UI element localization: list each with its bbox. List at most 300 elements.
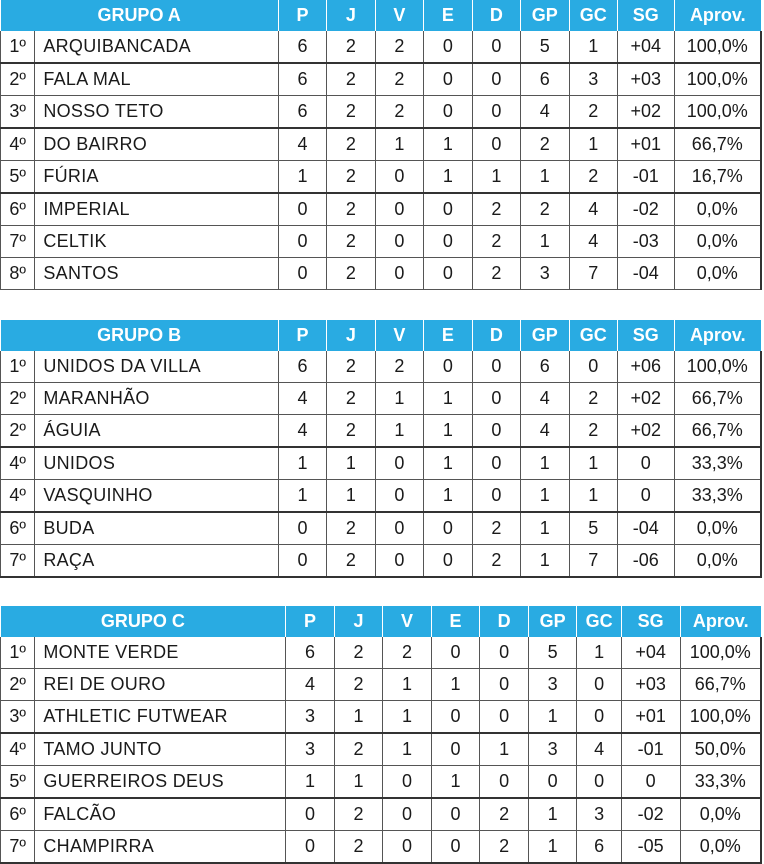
losses-cell: 0 xyxy=(472,383,520,415)
goals-for-cell: 5 xyxy=(528,637,577,669)
team-cell: GUERREIROS DEUS xyxy=(35,766,286,799)
draws-cell: 0 xyxy=(431,831,480,864)
percentage-cell: 16,7% xyxy=(674,161,761,194)
played-cell: 2 xyxy=(327,351,375,383)
team-cell: BUDA xyxy=(35,512,278,545)
losses-cell: 0 xyxy=(472,480,520,513)
draws-cell: 0 xyxy=(424,193,472,226)
team-cell: DO BAIRRO xyxy=(35,128,278,161)
goals-against-cell: 1 xyxy=(577,637,621,669)
table-row xyxy=(1,798,762,831)
points-cell: 6 xyxy=(278,63,326,96)
goals-against-cell: 2 xyxy=(569,161,617,194)
goals-for-cell: 1 xyxy=(521,545,569,578)
goals-against-cell: 4 xyxy=(569,193,617,226)
table-header-row xyxy=(1,320,762,351)
table-row xyxy=(1,193,762,226)
team-cell: IMPERIAL xyxy=(35,193,278,226)
draws-cell: 0 xyxy=(424,351,472,383)
points-cell: 0 xyxy=(278,512,326,545)
draws-cell: 0 xyxy=(431,733,480,766)
goal-difference-cell: +01 xyxy=(618,128,675,161)
goal-difference-cell: +04 xyxy=(621,637,680,669)
goals-for-cell: 1 xyxy=(521,512,569,545)
draws-cell: 1 xyxy=(424,383,472,415)
table-row xyxy=(1,701,762,734)
points-cell: 0 xyxy=(278,193,326,226)
draws-cell: 1 xyxy=(431,766,480,799)
table-row xyxy=(1,480,762,513)
position-cell: 8º xyxy=(1,258,35,290)
played-cell: 2 xyxy=(334,637,383,669)
points-cell: 4 xyxy=(286,669,335,701)
wins-cell: 0 xyxy=(383,798,432,831)
team-cell: VASQUINHO xyxy=(35,480,278,513)
position-cell: 6º xyxy=(1,798,35,831)
goals-for-cell: 5 xyxy=(521,31,569,63)
table-row xyxy=(1,766,762,799)
wins-cell: 1 xyxy=(383,733,432,766)
wins-cell: 0 xyxy=(375,226,423,258)
table-body-group-c xyxy=(1,637,762,863)
played-cell: 2 xyxy=(327,383,375,415)
points-cell: 1 xyxy=(278,161,326,194)
losses-cell: 2 xyxy=(472,258,520,290)
points-cell: 4 xyxy=(278,128,326,161)
table-row xyxy=(1,383,762,415)
team-cell: MONTE VERDE xyxy=(35,637,286,669)
goals-for-cell: 1 xyxy=(528,831,577,864)
goals-for-cell: 2 xyxy=(521,128,569,161)
wins-cell: 0 xyxy=(375,480,423,513)
percentage-cell: 0,0% xyxy=(680,831,761,864)
table-row xyxy=(1,63,762,96)
points-cell: 1 xyxy=(278,480,326,513)
goals-for-cell: 3 xyxy=(521,258,569,290)
table-row xyxy=(1,31,762,63)
percentage-cell: 100,0% xyxy=(680,701,761,734)
group-title: GRUPO A xyxy=(1,0,279,31)
goal-difference-cell: +02 xyxy=(618,383,675,415)
goals-for-cell: 1 xyxy=(521,226,569,258)
draws-cell: 0 xyxy=(424,63,472,96)
column-header-e: E xyxy=(431,606,480,637)
draws-cell: 0 xyxy=(424,545,472,578)
goals-against-cell: 1 xyxy=(569,31,617,63)
team-cell: MARANHÃO xyxy=(35,383,278,415)
position-cell: 7º xyxy=(1,545,35,578)
wins-cell: 0 xyxy=(375,161,423,194)
table-row xyxy=(1,669,762,701)
percentage-cell: 0,0% xyxy=(674,193,761,226)
wins-cell: 2 xyxy=(375,31,423,63)
goal-difference-cell: -06 xyxy=(618,545,675,578)
team-cell: RAÇA xyxy=(35,545,278,578)
goals-for-cell: 1 xyxy=(521,161,569,194)
position-cell: 3º xyxy=(1,96,35,129)
position-cell: 7º xyxy=(1,831,35,864)
draws-cell: 1 xyxy=(424,161,472,194)
wins-cell: 0 xyxy=(375,447,423,480)
points-cell: 3 xyxy=(286,733,335,766)
percentage-cell: 0,0% xyxy=(680,798,761,831)
played-cell: 2 xyxy=(334,831,383,864)
losses-cell: 1 xyxy=(480,733,529,766)
column-header-sg: SG xyxy=(618,320,675,351)
column-header-sg: SG xyxy=(621,606,680,637)
team-cell: ARQUIBANCADA xyxy=(35,31,278,63)
losses-cell: 0 xyxy=(472,415,520,448)
position-cell: 2º xyxy=(1,415,35,448)
goal-difference-cell: +03 xyxy=(621,669,680,701)
table-row xyxy=(1,512,762,545)
wins-cell: 0 xyxy=(375,193,423,226)
losses-cell: 2 xyxy=(472,545,520,578)
points-cell: 3 xyxy=(286,701,335,734)
wins-cell: 2 xyxy=(383,637,432,669)
team-cell: CHAMPIRRA xyxy=(35,831,286,864)
goals-against-cell: 4 xyxy=(577,733,621,766)
points-cell: 6 xyxy=(286,637,335,669)
goals-against-cell: 5 xyxy=(569,512,617,545)
losses-cell: 0 xyxy=(480,669,529,701)
draws-cell: 0 xyxy=(431,701,480,734)
percentage-cell: 100,0% xyxy=(674,351,761,383)
goal-difference-cell: +02 xyxy=(618,415,675,448)
position-cell: 1º xyxy=(1,351,35,383)
played-cell: 2 xyxy=(327,415,375,448)
played-cell: 2 xyxy=(327,512,375,545)
wins-cell: 2 xyxy=(375,96,423,129)
goals-for-cell: 1 xyxy=(521,447,569,480)
goals-against-cell: 2 xyxy=(569,383,617,415)
draws-cell: 0 xyxy=(424,31,472,63)
team-cell: CELTIK xyxy=(35,226,278,258)
wins-cell: 0 xyxy=(375,258,423,290)
draws-cell: 0 xyxy=(431,798,480,831)
goals-for-cell: 0 xyxy=(528,766,577,799)
goals-for-cell: 6 xyxy=(521,63,569,96)
position-cell: 4º xyxy=(1,128,35,161)
percentage-cell: 50,0% xyxy=(680,733,761,766)
table-row xyxy=(1,637,762,669)
losses-cell: 0 xyxy=(472,128,520,161)
percentage-cell: 0,0% xyxy=(674,258,761,290)
table-row xyxy=(1,96,762,129)
played-cell: 2 xyxy=(327,31,375,63)
goals-for-cell: 4 xyxy=(521,96,569,129)
draws-cell: 1 xyxy=(424,415,472,448)
losses-cell: 0 xyxy=(480,701,529,734)
standings-table-group-a xyxy=(0,0,762,290)
position-cell: 2º xyxy=(1,383,35,415)
losses-cell: 2 xyxy=(472,512,520,545)
points-cell: 1 xyxy=(286,766,335,799)
wins-cell: 2 xyxy=(375,351,423,383)
column-header-gc: GC xyxy=(569,320,617,351)
goal-difference-cell: -02 xyxy=(621,798,680,831)
standings-table-group-b xyxy=(0,320,762,578)
losses-cell: 0 xyxy=(472,351,520,383)
goals-for-cell: 1 xyxy=(521,480,569,513)
draws-cell: 1 xyxy=(424,480,472,513)
goal-difference-cell: +02 xyxy=(618,96,675,129)
played-cell: 2 xyxy=(327,193,375,226)
column-header-gp: GP xyxy=(521,0,569,31)
wins-cell: 1 xyxy=(375,383,423,415)
position-cell: 3º xyxy=(1,701,35,734)
draws-cell: 1 xyxy=(424,128,472,161)
column-header-j: J xyxy=(327,320,375,351)
position-cell: 5º xyxy=(1,161,35,194)
goal-difference-cell: 0 xyxy=(618,447,675,480)
played-cell: 2 xyxy=(327,128,375,161)
played-cell: 1 xyxy=(334,701,383,734)
percentage-cell: 0,0% xyxy=(674,226,761,258)
wins-cell: 1 xyxy=(383,701,432,734)
goals-for-cell: 4 xyxy=(521,383,569,415)
goals-against-cell: 1 xyxy=(569,480,617,513)
losses-cell: 2 xyxy=(472,226,520,258)
goals-for-cell: 4 xyxy=(521,415,569,448)
losses-cell: 0 xyxy=(480,637,529,669)
played-cell: 1 xyxy=(327,480,375,513)
position-cell: 5º xyxy=(1,766,35,799)
goals-for-cell: 6 xyxy=(521,351,569,383)
column-header-d: D xyxy=(480,606,529,637)
wins-cell: 0 xyxy=(383,831,432,864)
goals-for-cell: 2 xyxy=(521,193,569,226)
table-row xyxy=(1,447,762,480)
goals-against-cell: 3 xyxy=(577,798,621,831)
position-cell: 1º xyxy=(1,31,35,63)
column-header-aprov: Aprov. xyxy=(680,606,761,637)
goal-difference-cell: +03 xyxy=(618,63,675,96)
percentage-cell: 0,0% xyxy=(674,545,761,578)
team-cell: NOSSO TETO xyxy=(35,96,278,129)
percentage-cell: 66,7% xyxy=(674,383,761,415)
team-cell: TAMO JUNTO xyxy=(35,733,286,766)
goals-against-cell: 2 xyxy=(569,96,617,129)
goals-against-cell: 2 xyxy=(569,415,617,448)
goals-against-cell: 1 xyxy=(569,447,617,480)
goal-difference-cell: -02 xyxy=(618,193,675,226)
draws-cell: 0 xyxy=(431,637,480,669)
played-cell: 1 xyxy=(334,766,383,799)
wins-cell: 1 xyxy=(375,128,423,161)
group-title: GRUPO C xyxy=(1,606,286,637)
percentage-cell: 100,0% xyxy=(674,96,761,129)
column-header-v: V xyxy=(383,606,432,637)
team-cell: FALCÃO xyxy=(35,798,286,831)
losses-cell: 0 xyxy=(472,63,520,96)
losses-cell: 0 xyxy=(472,96,520,129)
losses-cell: 0 xyxy=(472,447,520,480)
goals-against-cell: 3 xyxy=(569,63,617,96)
table-row xyxy=(1,226,762,258)
goal-difference-cell: 0 xyxy=(618,480,675,513)
column-header-p: P xyxy=(286,606,335,637)
draws-cell: 0 xyxy=(424,512,472,545)
played-cell: 2 xyxy=(327,161,375,194)
group-title: GRUPO B xyxy=(1,320,279,351)
column-header-d: D xyxy=(472,0,520,31)
played-cell: 2 xyxy=(327,545,375,578)
team-cell: FALA MAL xyxy=(35,63,278,96)
goals-against-cell: 4 xyxy=(569,226,617,258)
played-cell: 1 xyxy=(327,447,375,480)
percentage-cell: 66,7% xyxy=(674,415,761,448)
position-cell: 7º xyxy=(1,226,35,258)
goals-against-cell: 7 xyxy=(569,258,617,290)
wins-cell: 1 xyxy=(375,415,423,448)
table-row xyxy=(1,545,762,578)
goals-against-cell: 6 xyxy=(577,831,621,864)
played-cell: 2 xyxy=(327,96,375,129)
points-cell: 0 xyxy=(286,831,335,864)
position-cell: 6º xyxy=(1,512,35,545)
column-header-v: V xyxy=(375,0,423,31)
wins-cell: 0 xyxy=(375,545,423,578)
percentage-cell: 33,3% xyxy=(680,766,761,799)
team-cell: SANTOS xyxy=(35,258,278,290)
points-cell: 0 xyxy=(278,258,326,290)
column-header-sg: SG xyxy=(618,0,675,31)
team-cell: FÚRIA xyxy=(35,161,278,194)
goal-difference-cell: -05 xyxy=(621,831,680,864)
points-cell: 0 xyxy=(286,798,335,831)
goal-difference-cell: +01 xyxy=(621,701,680,734)
table-header-row xyxy=(1,606,762,637)
played-cell: 2 xyxy=(327,258,375,290)
points-cell: 1 xyxy=(278,447,326,480)
goals-against-cell: 0 xyxy=(577,669,621,701)
column-header-p: P xyxy=(278,0,326,31)
goals-against-cell: 0 xyxy=(569,351,617,383)
wins-cell: 1 xyxy=(383,669,432,701)
column-header-j: J xyxy=(327,0,375,31)
column-header-e: E xyxy=(424,320,472,351)
points-cell: 6 xyxy=(278,31,326,63)
column-header-d: D xyxy=(472,320,520,351)
table-row xyxy=(1,128,762,161)
played-cell: 2 xyxy=(334,669,383,701)
wins-cell: 0 xyxy=(383,766,432,799)
position-cell: 1º xyxy=(1,637,35,669)
goal-difference-cell: -01 xyxy=(618,161,675,194)
goal-difference-cell: +04 xyxy=(618,31,675,63)
position-cell: 2º xyxy=(1,63,35,96)
column-header-j: J xyxy=(334,606,383,637)
wins-cell: 0 xyxy=(375,512,423,545)
wins-cell: 2 xyxy=(375,63,423,96)
team-cell: REI DE OURO xyxy=(35,669,286,701)
table-row xyxy=(1,351,762,383)
position-cell: 4º xyxy=(1,447,35,480)
percentage-cell: 100,0% xyxy=(674,31,761,63)
points-cell: 0 xyxy=(278,226,326,258)
team-cell: UNIDOS xyxy=(35,447,278,480)
table-row xyxy=(1,733,762,766)
column-header-aprov: Aprov. xyxy=(674,0,761,31)
draws-cell: 0 xyxy=(424,226,472,258)
losses-cell: 0 xyxy=(480,766,529,799)
points-cell: 4 xyxy=(278,415,326,448)
table-body-group-a xyxy=(1,31,762,290)
table-header-row xyxy=(1,0,762,31)
team-cell: ÁGUIA xyxy=(35,415,278,448)
goals-against-cell: 7 xyxy=(569,545,617,578)
points-cell: 6 xyxy=(278,96,326,129)
position-cell: 4º xyxy=(1,733,35,766)
percentage-cell: 33,3% xyxy=(674,447,761,480)
played-cell: 2 xyxy=(327,63,375,96)
goals-for-cell: 1 xyxy=(528,701,577,734)
position-cell: 6º xyxy=(1,193,35,226)
draws-cell: 1 xyxy=(424,447,472,480)
percentage-cell: 0,0% xyxy=(674,512,761,545)
played-cell: 2 xyxy=(327,226,375,258)
team-cell: ATHLETIC FUTWEAR xyxy=(35,701,286,734)
column-header-p: P xyxy=(278,320,326,351)
draws-cell: 1 xyxy=(431,669,480,701)
points-cell: 4 xyxy=(278,383,326,415)
percentage-cell: 33,3% xyxy=(674,480,761,513)
losses-cell: 0 xyxy=(472,31,520,63)
goals-against-cell: 0 xyxy=(577,701,621,734)
column-header-gc: GC xyxy=(569,0,617,31)
losses-cell: 1 xyxy=(472,161,520,194)
table-row xyxy=(1,258,762,290)
goal-difference-cell: -04 xyxy=(618,258,675,290)
percentage-cell: 100,0% xyxy=(680,637,761,669)
position-cell: 4º xyxy=(1,480,35,513)
goal-difference-cell: -01 xyxy=(621,733,680,766)
table-row xyxy=(1,831,762,864)
team-cell: UNIDOS DA VILLA xyxy=(35,351,278,383)
table-body-group-b xyxy=(1,351,762,577)
goal-difference-cell: +06 xyxy=(618,351,675,383)
goals-for-cell: 3 xyxy=(528,733,577,766)
column-header-gc: GC xyxy=(577,606,621,637)
goals-for-cell: 1 xyxy=(528,798,577,831)
goals-for-cell: 3 xyxy=(528,669,577,701)
points-cell: 0 xyxy=(278,545,326,578)
goals-against-cell: 0 xyxy=(577,766,621,799)
draws-cell: 0 xyxy=(424,258,472,290)
losses-cell: 2 xyxy=(472,193,520,226)
column-header-gp: GP xyxy=(528,606,577,637)
column-header-e: E xyxy=(424,0,472,31)
points-cell: 6 xyxy=(278,351,326,383)
percentage-cell: 100,0% xyxy=(674,63,761,96)
column-header-gp: GP xyxy=(521,320,569,351)
losses-cell: 2 xyxy=(480,831,529,864)
goals-against-cell: 1 xyxy=(569,128,617,161)
goal-difference-cell: -03 xyxy=(618,226,675,258)
table-row xyxy=(1,161,762,194)
column-header-v: V xyxy=(375,320,423,351)
position-cell: 2º xyxy=(1,669,35,701)
draws-cell: 0 xyxy=(424,96,472,129)
goal-difference-cell: -04 xyxy=(618,512,675,545)
percentage-cell: 66,7% xyxy=(680,669,761,701)
standings-table-group-c xyxy=(0,606,762,864)
played-cell: 2 xyxy=(334,733,383,766)
table-row xyxy=(1,415,762,448)
losses-cell: 2 xyxy=(480,798,529,831)
goal-difference-cell: 0 xyxy=(621,766,680,799)
